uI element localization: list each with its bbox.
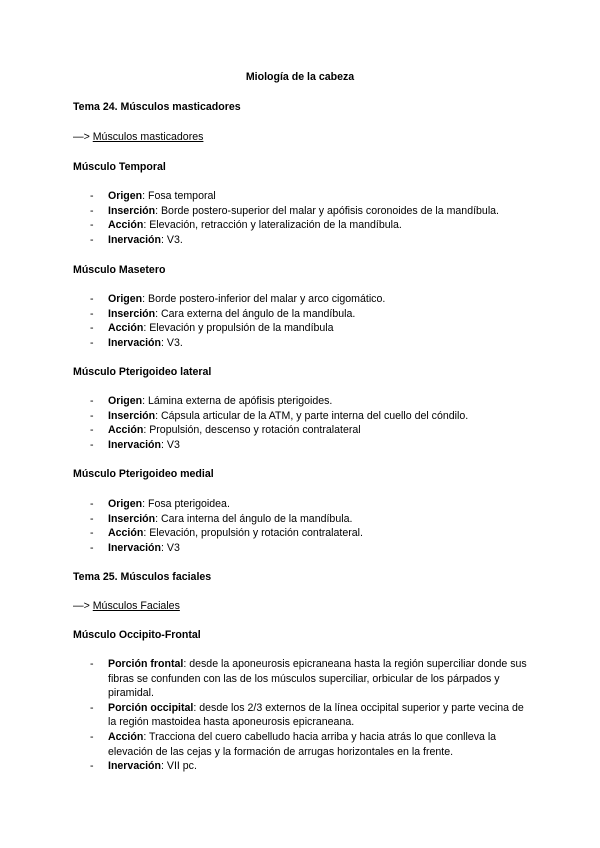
list-occipito-frontal — [90, 657, 530, 774]
list-item — [90, 336, 530, 351]
item-label: Origen — [108, 293, 143, 305]
bullet-dash-icon: - — [90, 658, 94, 670]
item-text: : Borde postero-superior del malar y apófisis coronoides de la mandíbula. — [155, 204, 500, 217]
heading-pterigoideo-medial: Músculo Pterigoideo medial — [73, 468, 214, 480]
list-item — [90, 321, 530, 336]
list-item — [90, 541, 530, 556]
item-label: Inervación — [108, 541, 161, 554]
list-item — [90, 526, 530, 541]
item-label: Inervación — [108, 760, 161, 773]
list-item — [90, 292, 530, 307]
item-label: Porción frontal — [108, 658, 184, 670]
list-pterigoideo-medial — [90, 497, 530, 555]
list-item — [90, 730, 530, 759]
link-musculos-faciales[interactable] — [73, 599, 180, 614]
bullet-dash-icon: - — [90, 409, 94, 422]
item-label: Inervación — [108, 438, 161, 451]
item-label: Origen — [108, 190, 143, 202]
tema-25-heading: Tema 25. Músculos faciales — [73, 571, 212, 583]
tema-24-heading: Tema 24. Músculos masticadores — [73, 101, 241, 113]
item-text: : Elevación, propulsión y rotación contralateral. — [143, 527, 363, 540]
list-item — [90, 701, 530, 730]
bullet-dash-icon: - — [90, 730, 94, 743]
bullet-dash-icon: - — [90, 219, 94, 232]
bullet-dash-icon: - — [90, 190, 94, 202]
heading-temporal: Músculo Temporal — [73, 161, 166, 173]
item-label: Inervación — [108, 336, 161, 349]
bullet-dash-icon: - — [90, 204, 94, 217]
item-text: : V3 — [161, 541, 180, 554]
bullet-dash-icon: - — [90, 233, 94, 246]
heading-occipito-frontal: Músculo Occipito-Frontal — [73, 629, 201, 641]
bullet-dash-icon: - — [90, 395, 94, 407]
arrow-icon: —> — [73, 600, 93, 612]
list-item — [90, 759, 530, 774]
bullet-dash-icon: - — [90, 527, 94, 540]
item-text: : Fosa temporal — [142, 190, 216, 202]
bullet-dash-icon: - — [90, 336, 94, 349]
item-label: Inserción — [108, 409, 156, 422]
item-label: Acción — [108, 527, 144, 540]
item-label: Origen — [108, 395, 143, 407]
bullet-dash-icon: - — [90, 307, 94, 320]
item-label: Inserción — [108, 204, 156, 217]
item-label: Acción — [108, 322, 144, 335]
bullet-dash-icon: - — [90, 701, 94, 714]
item-label: Porción occipital — [108, 701, 194, 714]
page-title: Miología de la cabeza — [245, 71, 355, 83]
bullet-dash-icon: - — [90, 541, 94, 554]
item-text: : V3. — [161, 233, 183, 246]
list-item — [90, 438, 530, 453]
item-label: Inserción — [108, 307, 156, 320]
list-item — [90, 394, 530, 409]
item-label: Acción — [108, 730, 144, 743]
bullet-dash-icon: - — [90, 424, 94, 437]
item-text: : Cara externa del ángulo de la mandíbula. — [155, 307, 356, 320]
bullet-dash-icon: - — [90, 498, 94, 510]
item-text: : desde los 2/3 externos de la línea occipital superior y parte vecina de la región mastoidea hasta aponeurosis epicraneana. — [108, 701, 524, 729]
bullet-dash-icon: - — [90, 322, 94, 335]
item-text: : Elevación, retracción y lateralización de la mandíbula. — [143, 219, 402, 232]
item-text: : VII pc. — [161, 760, 197, 773]
list-item — [90, 657, 530, 701]
bullet-dash-icon: - — [90, 512, 94, 525]
item-text: : Propulsión, descenso y rotación contralateral — [143, 424, 361, 437]
item-text: : V3. — [161, 336, 183, 349]
link-text[interactable]: Músculos Faciales — [92, 600, 180, 612]
bullet-dash-icon: - — [90, 760, 94, 773]
list-item — [90, 423, 530, 438]
list-item — [90, 189, 530, 204]
item-label: Acción — [108, 219, 144, 232]
arrow-icon: —> — [73, 131, 93, 143]
bullet-dash-icon: - — [90, 438, 94, 451]
link-text[interactable]: Músculos masticadores — [92, 131, 204, 143]
item-label: Acción — [108, 424, 144, 437]
bullet-dash-icon: - — [90, 293, 94, 305]
item-label: Inervación — [108, 233, 161, 246]
list-item — [90, 307, 530, 322]
item-label: Inserción — [108, 512, 156, 525]
link-musculos-masticadores[interactable] — [73, 130, 203, 145]
item-text: : Lámina externa de apófisis pterigoides. — [142, 395, 333, 407]
list-item — [90, 233, 530, 248]
heading-pterigoideo-lateral: Músculo Pterigoideo lateral — [73, 366, 212, 378]
item-text: : V3 — [161, 438, 180, 451]
item-text: : Cápsula articular de la ATM, y parte interna del cuello del cóndilo. — [155, 409, 469, 422]
item-text: : desde la aponeurosis epicraneana hasta la región superciliar donde sus fibras se confunden con las de los músculos superciliar, orbicular de los párpados y piramidal. — [108, 658, 527, 700]
item-text: : Tracciona del cuero cabelludo hacia arriba y hacia atrás lo que conlleva la elevación de las cejas y la formación de arrugas horizontales en la frente. — [108, 730, 497, 758]
list-item — [90, 204, 530, 219]
item-text: : Cara interna del ángulo de la mandíbula. — [155, 512, 353, 525]
list-item — [90, 409, 530, 424]
list-temporal — [90, 189, 530, 247]
item-text: : Fosa pterigoidea. — [142, 498, 230, 510]
list-item — [90, 497, 530, 512]
item-text: : Elevación y propulsión de la mandíbula — [143, 322, 334, 335]
list-pterigoideo-lateral — [90, 394, 530, 452]
item-label: Origen — [108, 498, 143, 510]
heading-masetero: Músculo Masetero — [73, 264, 166, 276]
list-masetero — [90, 292, 530, 350]
item-text: : Borde postero-inferior del malar y arco cigomático. — [142, 293, 386, 305]
list-item — [90, 218, 530, 233]
list-item — [90, 512, 530, 527]
